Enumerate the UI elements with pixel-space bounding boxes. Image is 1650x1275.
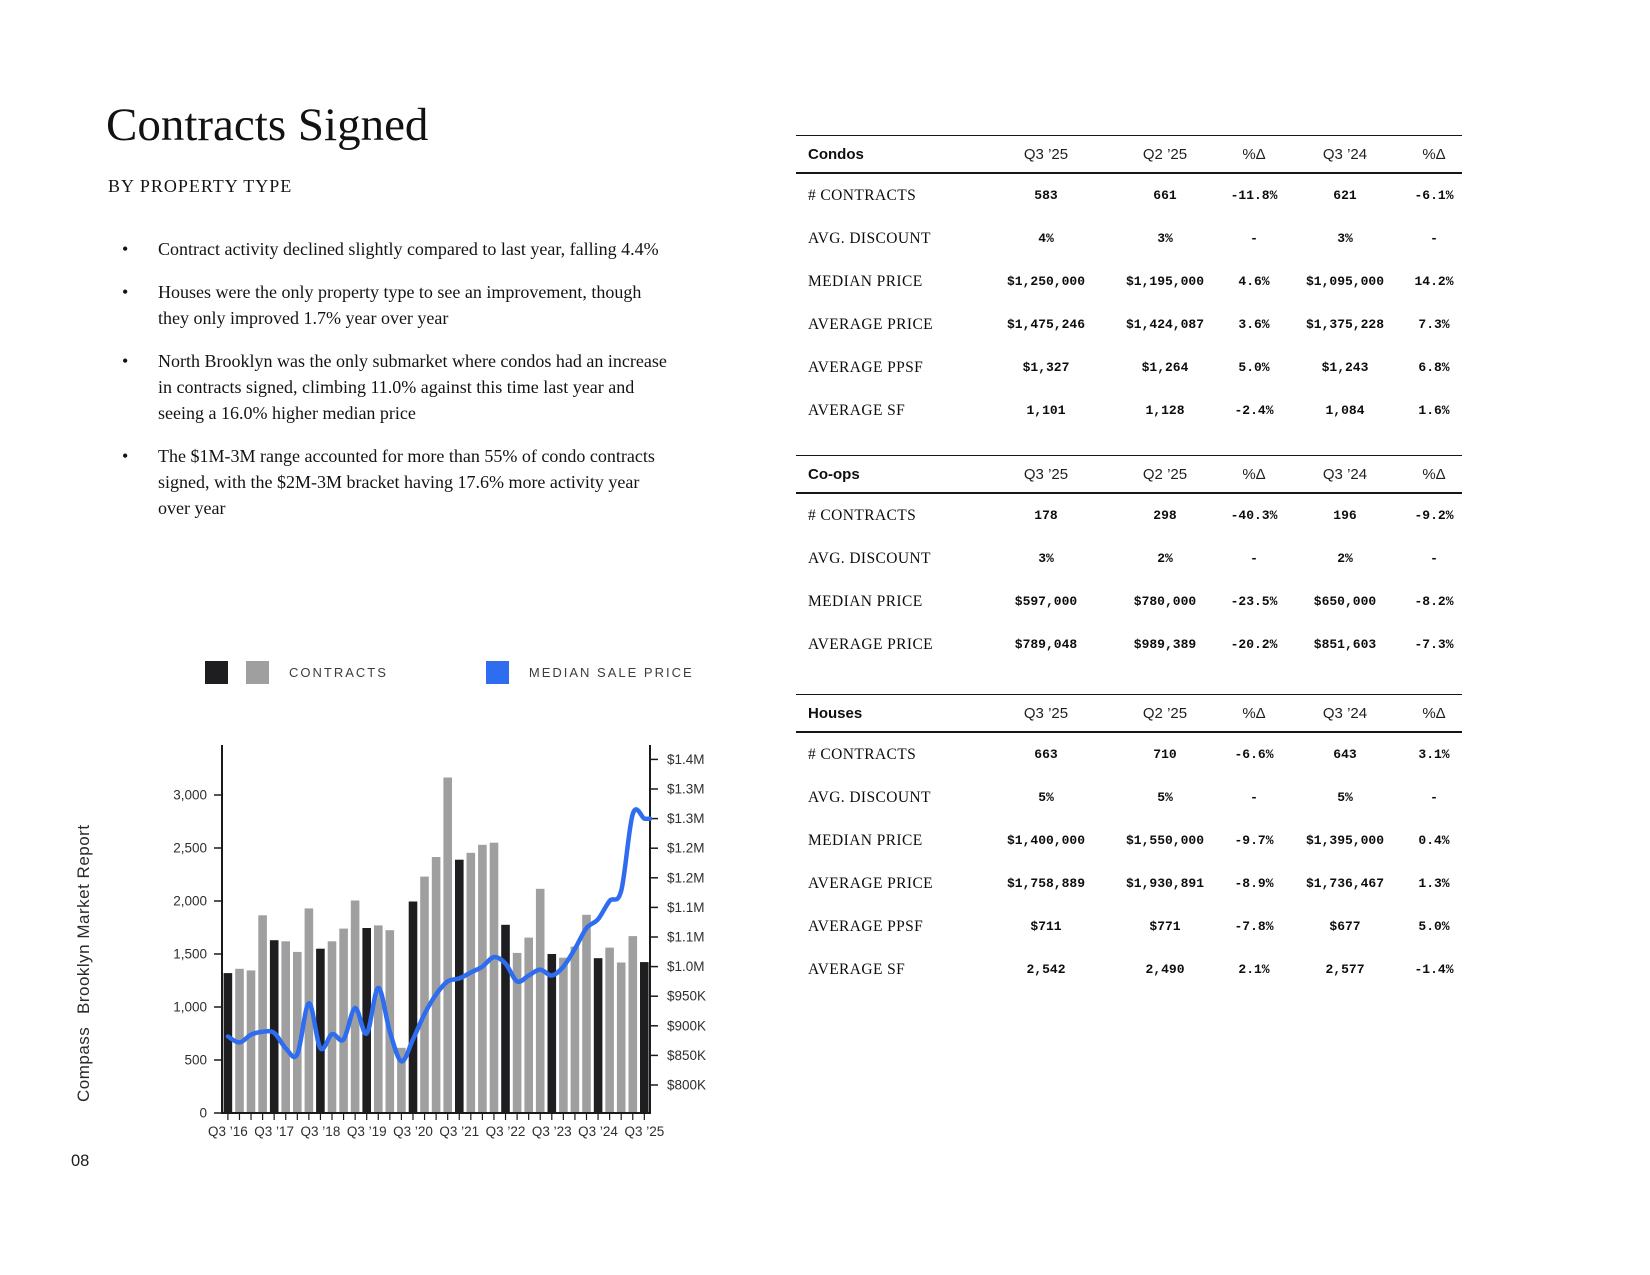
cell-value: -23.5% [1230, 594, 1278, 609]
contracts-bar [559, 958, 568, 1113]
cell-value: - [1430, 790, 1438, 805]
cell-value: 5% [1337, 790, 1353, 805]
cell-value: $1,327 [1022, 360, 1070, 375]
table-row [796, 623, 1462, 666]
svg-text:$1.2M: $1.2M [667, 840, 705, 856]
page-number: 08 [71, 1152, 90, 1170]
contracts-bar [339, 929, 348, 1113]
row-label: AVG. DISCOUNT [808, 229, 931, 247]
contracts-bar [270, 940, 279, 1113]
svg-text:$900K: $900K [667, 1018, 707, 1034]
contracts-bar [443, 778, 452, 1114]
cell-value: $711 [1030, 919, 1062, 934]
cell-value: -11.8% [1230, 188, 1278, 203]
row-label: AVERAGE PPSF [808, 358, 924, 376]
bullet-item: • Houses were the only property type to see an improvement, though they only improved 1.7% year over year [120, 279, 672, 331]
contracts-bar [582, 915, 591, 1113]
table-row [796, 494, 1462, 537]
sidebar-brand: Compass [74, 1026, 93, 1102]
cell-value: $1,250,000 [1006, 274, 1085, 289]
svg-text:2,000: 2,000 [173, 893, 207, 909]
bullet-item: • The $1M-3M range accounted for more than 55% of condo contracts signed, with the $2M-3M bracket having 17.6% more activity year over year [120, 443, 672, 521]
cell-value: -9.2% [1414, 508, 1454, 523]
cell-value: 661 [1153, 188, 1177, 203]
row-label: AVG. DISCOUNT [808, 549, 931, 567]
cell-value: 621 [1333, 188, 1357, 203]
cell-value: 1,128 [1145, 403, 1185, 418]
cell-value: $1,243 [1321, 360, 1369, 375]
table-header-row [796, 456, 1462, 494]
cell-value: 2,577 [1325, 962, 1365, 977]
cell-value: $1,930,891 [1125, 876, 1204, 891]
svg-text:3,000: 3,000 [173, 787, 207, 803]
svg-text:1,000: 1,000 [173, 999, 207, 1015]
cell-value: -40.3% [1230, 508, 1278, 523]
row-label: AVG. DISCOUNT [808, 788, 931, 806]
cell-value: $1,400,000 [1006, 833, 1085, 848]
table-title: Co-ops [808, 465, 860, 483]
contracts-bar [536, 889, 545, 1113]
svg-text:Q3 ’18: Q3 ’18 [300, 1124, 341, 1139]
table-header-row [796, 695, 1462, 733]
cell-value: 3.1% [1418, 747, 1450, 762]
contracts-bar [374, 925, 383, 1113]
row-label: MEDIAN PRICE [808, 831, 923, 849]
legend-swatch-contracts-gray-icon [246, 661, 269, 684]
cell-value: 5% [1157, 790, 1173, 805]
page-subtitle: BY PROPERTY TYPE [108, 176, 293, 196]
column-header: %Δ [1242, 704, 1266, 722]
cell-value: 2,542 [1026, 962, 1066, 977]
column-header: Q3 ’25 [1023, 465, 1069, 483]
cell-value: $1,264 [1141, 360, 1189, 375]
contracts-bar [258, 915, 267, 1113]
cell-value: 5% [1038, 790, 1054, 805]
contracts-bar [478, 845, 487, 1113]
cell-value: $677 [1329, 919, 1361, 934]
cell-value: 3% [1038, 551, 1054, 566]
contracts-bar [501, 925, 510, 1113]
cell-value: 7.3% [1418, 317, 1450, 332]
svg-text:Q3 ’20: Q3 ’20 [393, 1124, 433, 1139]
contracts-bar [467, 853, 476, 1113]
svg-text:$850K: $850K [667, 1047, 707, 1063]
svg-text:$1.3M: $1.3M [667, 811, 705, 827]
svg-text:500: 500 [184, 1052, 207, 1068]
bars-group [224, 778, 649, 1114]
table-header-row [796, 136, 1462, 174]
cell-value: $1,195,000 [1125, 274, 1204, 289]
table-row [796, 217, 1462, 260]
cell-value: $1,375,228 [1305, 317, 1384, 332]
cell-value: 3% [1157, 231, 1173, 246]
column-header: %Δ [1422, 465, 1446, 483]
cell-value: $650,000 [1313, 594, 1377, 609]
contracts-bar [571, 947, 580, 1113]
legend-swatch-median-price-icon [486, 661, 509, 684]
contracts-bar [629, 936, 638, 1113]
cell-value: 4% [1038, 231, 1054, 246]
contracts-bar [247, 970, 256, 1113]
table-condos [796, 135, 1462, 432]
cell-value: 0.4% [1418, 833, 1450, 848]
contracts-bar [455, 860, 464, 1113]
cell-value: 2% [1337, 551, 1353, 566]
column-header: Q3 ’24 [1322, 145, 1368, 163]
cell-value: 1,084 [1325, 403, 1365, 418]
left-axis-ticks [173, 788, 222, 1121]
cell-value: - [1430, 551, 1438, 566]
row-label: AVERAGE PRICE [808, 874, 934, 892]
svg-text:$1.1M: $1.1M [667, 899, 705, 915]
cell-value: -6.6% [1234, 747, 1274, 762]
cell-value: -9.7% [1234, 833, 1274, 848]
contracts-bar [224, 973, 233, 1113]
table-co-ops [796, 455, 1462, 666]
x-axis-ticks-labels [208, 1114, 664, 1139]
cell-value: 14.2% [1414, 274, 1454, 289]
svg-text:$800K: $800K [667, 1077, 707, 1093]
sidebar-report-title: Brooklyn Market Report [74, 824, 93, 1014]
cell-value: 1.6% [1418, 403, 1450, 418]
contracts-bar [490, 843, 499, 1113]
column-header: Q3 ’25 [1023, 704, 1069, 722]
cell-value: 663 [1034, 747, 1058, 762]
cell-value: 3.6% [1238, 317, 1270, 332]
svg-text:Q3 ’22: Q3 ’22 [485, 1124, 526, 1139]
cell-value: 3% [1337, 231, 1353, 246]
cell-value: 2,490 [1145, 962, 1185, 977]
contracts-bar [594, 958, 603, 1113]
chart-legend [205, 661, 694, 684]
cell-value: -6.1% [1414, 188, 1454, 203]
cell-value: - [1250, 790, 1258, 805]
row-label: AVERAGE SF [808, 960, 906, 978]
contracts-bar [328, 941, 337, 1113]
table-title: Condos [808, 145, 864, 163]
table-row [796, 776, 1462, 819]
cell-value: $989,389 [1133, 637, 1197, 652]
contracts-median-price-chart [95, 690, 785, 1155]
row-label: AVERAGE PRICE [808, 635, 934, 653]
cell-value: 5.0% [1238, 360, 1270, 375]
cell-value: 643 [1333, 747, 1357, 762]
cell-value: $1,550,000 [1125, 833, 1204, 848]
column-header: %Δ [1422, 704, 1446, 722]
table-row [796, 260, 1462, 303]
svg-text:$1.2M: $1.2M [667, 870, 705, 886]
svg-text:Q3 ’24: Q3 ’24 [578, 1124, 618, 1139]
legend-label-contracts: CONTRACTS [289, 665, 388, 680]
svg-text:0: 0 [199, 1105, 207, 1121]
cell-value: $771 [1149, 919, 1181, 934]
cell-value: 1.3% [1418, 876, 1450, 891]
svg-text:Q3 ’16: Q3 ’16 [208, 1124, 248, 1139]
cell-value: 4.6% [1238, 274, 1270, 289]
cell-value: -1.4% [1414, 962, 1454, 977]
cell-value: $851,603 [1313, 637, 1377, 652]
contracts-bar [617, 963, 626, 1114]
svg-text:Q3 ’17: Q3 ’17 [254, 1124, 295, 1139]
legend-swatch-contracts-dark-icon [205, 661, 228, 684]
contracts-bar [281, 941, 290, 1113]
svg-text:Q3 ’23: Q3 ’23 [531, 1124, 572, 1139]
table-row [796, 537, 1462, 580]
right-axis-ticks [650, 752, 706, 1093]
cell-value: $1,758,889 [1006, 876, 1085, 891]
cell-value: $789,048 [1014, 637, 1078, 652]
table-row [796, 819, 1462, 862]
column-header: Q2 ’25 [1142, 145, 1188, 163]
column-header: %Δ [1242, 465, 1266, 483]
row-label: # CONTRACTS [808, 186, 917, 204]
cell-value: $1,424,087 [1125, 317, 1204, 332]
cell-value: - [1250, 231, 1258, 246]
svg-text:Q3 ’19: Q3 ’19 [346, 1124, 387, 1139]
row-label: # CONTRACTS [808, 745, 917, 763]
contracts-bar [548, 954, 557, 1113]
svg-text:Q3 ’21: Q3 ’21 [439, 1124, 480, 1139]
cell-value: -8.2% [1414, 594, 1454, 609]
cell-value: -20.2% [1230, 637, 1278, 652]
page-title: Contracts Signed [106, 99, 429, 151]
column-header: Q2 ’25 [1142, 465, 1188, 483]
cell-value: - [1250, 551, 1258, 566]
table-row [796, 733, 1462, 776]
svg-text:$1.4M: $1.4M [667, 751, 705, 767]
cell-value: 178 [1034, 508, 1058, 523]
bullet-item: • Contract activity declined slightly compared to last year, falling 4.4% [120, 236, 672, 262]
contracts-bar [420, 877, 429, 1113]
column-header: %Δ [1242, 145, 1266, 163]
cell-value: 1,101 [1026, 403, 1066, 418]
svg-text:$1.1M: $1.1M [667, 929, 705, 945]
bullet-item: • North Brooklyn was the only submarket where condos had an increase in contracts signed, climbing 11.0% against this time last year and seeing a 16.0% higher median price [120, 348, 672, 426]
table-row [796, 346, 1462, 389]
table-row [796, 303, 1462, 346]
row-label: MEDIAN PRICE [808, 272, 923, 290]
contracts-bar [524, 938, 533, 1113]
cell-value: $780,000 [1133, 594, 1197, 609]
table-row [796, 948, 1462, 991]
contracts-bar [432, 857, 441, 1113]
table-row [796, 862, 1462, 905]
column-header: Q3 ’24 [1322, 704, 1368, 722]
contracts-bar [409, 902, 418, 1114]
svg-text:$1.0M: $1.0M [667, 959, 705, 975]
row-label: MEDIAN PRICE [808, 592, 923, 610]
cell-value: 583 [1034, 188, 1058, 203]
cell-value: $1,736,467 [1305, 876, 1384, 891]
table-row [796, 389, 1462, 432]
cell-value: 2.1% [1238, 962, 1270, 977]
cell-value: $1,395,000 [1305, 833, 1384, 848]
cell-value: 710 [1153, 747, 1177, 762]
legend-label-median-sale-price: MEDIAN SALE PRICE [528, 665, 694, 680]
cell-value: $1,095,000 [1305, 274, 1384, 289]
svg-text:Q3 ’25: Q3 ’25 [624, 1124, 665, 1139]
table-title: Houses [808, 704, 863, 722]
column-header: Q2 ’25 [1142, 704, 1188, 722]
table-row [796, 905, 1462, 948]
cell-value: 5.0% [1418, 919, 1450, 934]
cell-value: 6.8% [1418, 360, 1450, 375]
cell-value: -2.4% [1234, 403, 1274, 418]
svg-text:$1.3M: $1.3M [667, 781, 705, 797]
cell-value: -7.8% [1234, 919, 1274, 934]
cell-value: 196 [1333, 508, 1357, 523]
row-label: AVERAGE PRICE [808, 315, 934, 333]
contracts-bar [605, 948, 614, 1113]
svg-text:2,500: 2,500 [173, 840, 207, 856]
cell-value: $597,000 [1014, 594, 1078, 609]
row-label: # CONTRACTS [808, 506, 917, 524]
row-label: AVERAGE SF [808, 401, 906, 419]
cell-value: 2% [1157, 551, 1173, 566]
column-header: Q3 ’24 [1322, 465, 1368, 483]
cell-value: -8.9% [1234, 876, 1274, 891]
cell-value: -7.3% [1414, 637, 1454, 652]
table-houses [796, 694, 1462, 991]
contracts-bar [640, 962, 649, 1113]
svg-text:1,500: 1,500 [173, 946, 207, 962]
table-row [796, 174, 1462, 217]
cell-value: - [1430, 231, 1438, 246]
summary-bullets [120, 236, 672, 538]
cell-value: $1,475,246 [1006, 317, 1085, 332]
column-header: Q3 ’25 [1023, 145, 1069, 163]
cell-value: 298 [1153, 508, 1177, 523]
table-row [796, 580, 1462, 623]
column-header: %Δ [1422, 145, 1446, 163]
svg-text:$950K: $950K [667, 988, 707, 1004]
stats-tables [796, 0, 1462, 1275]
row-label: AVERAGE PPSF [808, 917, 924, 935]
